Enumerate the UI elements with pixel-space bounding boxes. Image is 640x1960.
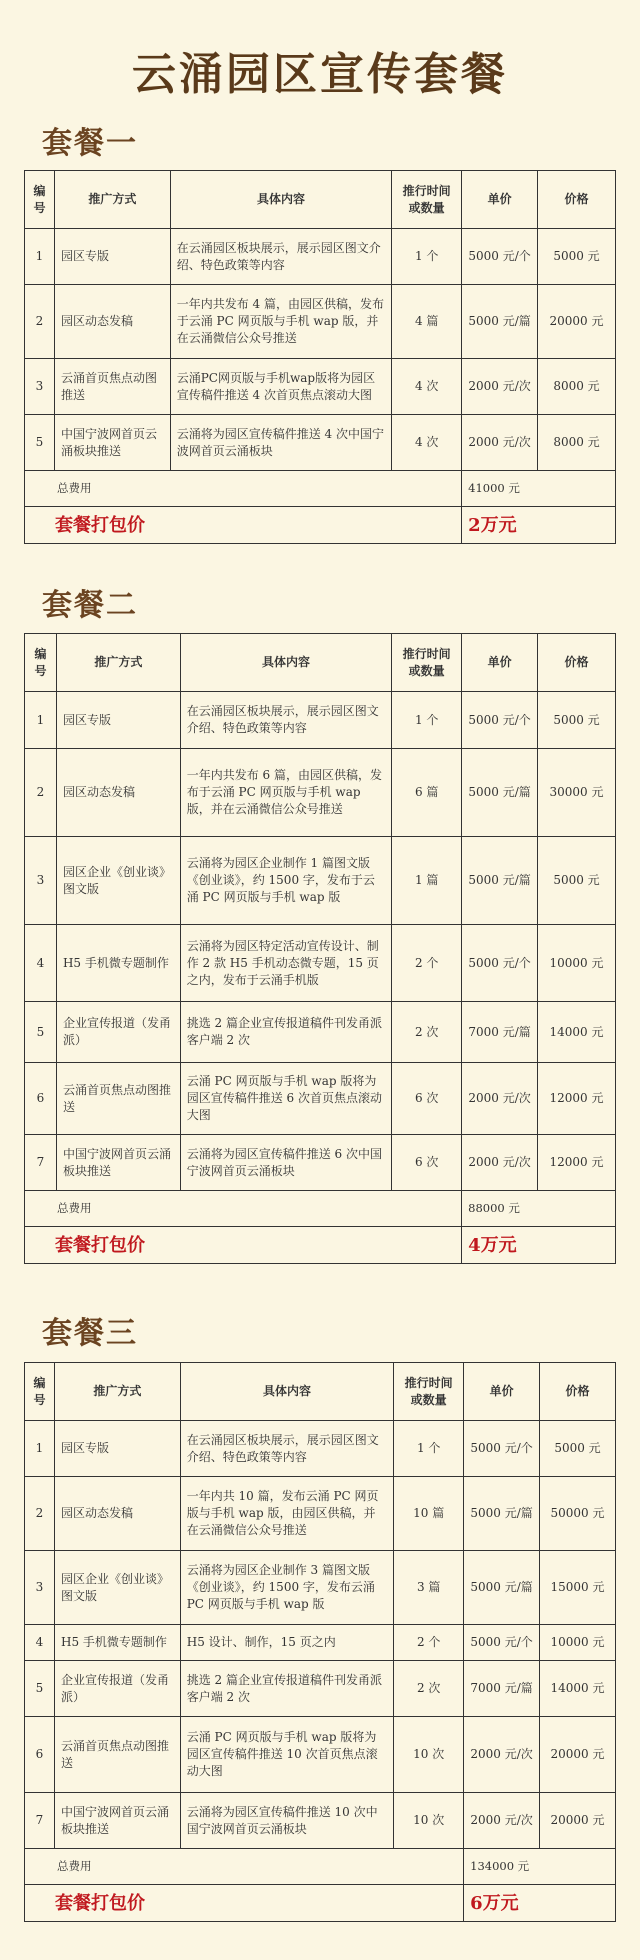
- table-row: [25, 1551, 616, 1625]
- table-row: [25, 285, 616, 359]
- header-freq: 推行时间或数量: [392, 634, 462, 692]
- cell-method: 企业宣传报道（发甬派）: [56, 1002, 180, 1063]
- cell-no: 2: [25, 1477, 55, 1551]
- bundle-price: 6万元: [464, 1885, 616, 1922]
- table-row: [25, 229, 616, 285]
- bundle-price: 2万元: [462, 507, 616, 544]
- cell-price: 20000 元: [538, 285, 616, 359]
- cell-method: 中国宁波网首页云涌板块推送: [54, 415, 170, 471]
- cell-unit: 5000 元/个: [462, 692, 538, 749]
- cell-price: 12000 元: [538, 1135, 616, 1191]
- table-row: [25, 1793, 616, 1849]
- cell-freq: 10 次: [394, 1717, 464, 1793]
- cell-unit: 2000 元/次: [462, 1063, 538, 1135]
- package-title: 套餐二: [42, 588, 138, 623]
- package-title: 套餐一: [42, 126, 138, 161]
- total-label: 总费用: [25, 1849, 464, 1885]
- cell-unit: 5000 元/篇: [464, 1477, 540, 1551]
- total-value: 41000 元: [462, 471, 616, 507]
- cell-freq: 10 篇: [394, 1477, 464, 1551]
- cell-price: 5000 元: [540, 1421, 616, 1477]
- bundle-label: 套餐打包价: [25, 507, 462, 544]
- cell-unit: 5000 元/篇: [462, 285, 538, 359]
- cell-method: 园区动态发稿: [56, 749, 180, 837]
- bundle-price-row: [25, 507, 616, 544]
- cell-no: 5: [25, 1661, 55, 1717]
- cell-price: 5000 元: [538, 837, 616, 925]
- cell-freq: 2 次: [394, 1661, 464, 1717]
- cell-price: 8000 元: [538, 359, 616, 415]
- total-row: [25, 1191, 616, 1227]
- header-unit: 单价: [462, 171, 538, 229]
- cell-freq: 6 篇: [392, 749, 462, 837]
- header-no: 编号: [25, 634, 57, 692]
- cell-price: 20000 元: [540, 1793, 616, 1849]
- header-price: 价格: [538, 171, 616, 229]
- header-content: 具体内容: [180, 634, 392, 692]
- header-unit: 单价: [464, 1363, 540, 1421]
- cell-method: H5 手机微专题制作: [54, 1625, 180, 1661]
- header-method: 推广方式: [56, 634, 180, 692]
- cell-method: H5 手机微专题制作: [56, 925, 180, 1002]
- total-value: 88000 元: [462, 1191, 616, 1227]
- cell-no: 6: [25, 1717, 55, 1793]
- cell-price: 15000 元: [540, 1551, 616, 1625]
- cell-freq: 4 次: [392, 359, 462, 415]
- header-no: 编号: [25, 171, 55, 229]
- cell-method: 中国宁波网首页云涌板块推送: [54, 1793, 180, 1849]
- cell-content: 云涌将为园区宣传稿件推送 6 次中国宁波网首页云涌板块: [180, 1135, 392, 1191]
- cell-unit: 5000 元/个: [462, 229, 538, 285]
- package-table: [24, 633, 616, 1264]
- package-table: [24, 170, 616, 544]
- cell-no: 1: [25, 1421, 55, 1477]
- table-row: [25, 415, 616, 471]
- cell-freq: 1 篇: [392, 837, 462, 925]
- cell-no: 5: [25, 1002, 57, 1063]
- cell-freq: 1 个: [394, 1421, 464, 1477]
- cell-method: 云涌首页焦点动图推送: [54, 359, 170, 415]
- bundle-price: 4万元: [462, 1227, 616, 1264]
- header-freq: 推行时间或数量: [394, 1363, 464, 1421]
- cell-price: 30000 元: [538, 749, 616, 837]
- table-row: [25, 692, 616, 749]
- total-label: 总费用: [25, 471, 462, 507]
- table-row: [25, 1421, 616, 1477]
- cell-unit: 5000 元/篇: [464, 1551, 540, 1625]
- cell-content: H5 设计、制作，15 页之内: [180, 1625, 394, 1661]
- bundle-label: 套餐打包价: [25, 1227, 462, 1264]
- table-row: [25, 749, 616, 837]
- table-row: [25, 925, 616, 1002]
- cell-unit: 2000 元/次: [464, 1793, 540, 1849]
- total-row: [25, 1849, 616, 1885]
- header-content: 具体内容: [170, 171, 392, 229]
- table-row: [25, 1661, 616, 1717]
- cell-method: 云涌首页焦点动图推送: [56, 1063, 180, 1135]
- package-table: [24, 1362, 616, 1922]
- cell-content: 一年内共发布 4 篇，由园区供稿，发布于云涌 PC 网页版与手机 wap 版，并在云涌微信公众号推送: [170, 285, 392, 359]
- cell-no: 4: [25, 1625, 55, 1661]
- cell-price: 20000 元: [540, 1717, 616, 1793]
- bundle-price-row: [25, 1885, 616, 1922]
- header-method: 推广方式: [54, 171, 170, 229]
- cell-no: 6: [25, 1063, 57, 1135]
- total-row: [25, 471, 616, 507]
- cell-unit: 2000 元/次: [462, 359, 538, 415]
- cell-no: 5: [25, 415, 55, 471]
- cell-unit: 5000 元/个: [464, 1625, 540, 1661]
- cell-price: 10000 元: [540, 1625, 616, 1661]
- cell-method: 园区企业《创业谈》图文版: [56, 837, 180, 925]
- cell-content: 在云涌园区板块展示，展示园区图文介绍、特色政策等内容: [180, 1421, 394, 1477]
- cell-method: 园区专版: [54, 1421, 180, 1477]
- bundle-price-row: [25, 1227, 616, 1264]
- table-row: [25, 1477, 616, 1551]
- header-price: 价格: [538, 634, 616, 692]
- cell-price: 8000 元: [538, 415, 616, 471]
- header-unit: 单价: [462, 634, 538, 692]
- cell-price: 14000 元: [538, 1002, 616, 1063]
- header-price: 价格: [540, 1363, 616, 1421]
- cell-method: 园区专版: [54, 229, 170, 285]
- cell-freq: 6 次: [392, 1063, 462, 1135]
- cell-no: 1: [25, 692, 57, 749]
- cell-content: 一年内共发布 6 篇，由园区供稿，发布于云涌 PC 网页版与手机 wap 版，并在云涌微信公众号推送: [180, 749, 392, 837]
- cell-method: 园区企业《创业谈》图文版: [54, 1551, 180, 1625]
- cell-price: 5000 元: [538, 229, 616, 285]
- cell-freq: 4 次: [392, 415, 462, 471]
- cell-unit: 7000 元/篇: [462, 1002, 538, 1063]
- header-freq: 推行时间或数量: [392, 171, 462, 229]
- total-value: 134000 元: [464, 1849, 616, 1885]
- cell-method: 园区专版: [56, 692, 180, 749]
- cell-freq: 2 个: [392, 925, 462, 1002]
- cell-price: 5000 元: [538, 692, 616, 749]
- table-row: [25, 1135, 616, 1191]
- cell-no: 4: [25, 925, 57, 1002]
- cell-content: 云涌将为园区宣传稿件推送 10 次中国宁波网首页云涌板块: [180, 1793, 394, 1849]
- cell-content: 云涌将为园区企业制作 3 篇图文版《创业谈》，约 1500 字，发布云涌 PC 网页版与手机 wap 版: [180, 1551, 394, 1625]
- bundle-label: 套餐打包价: [25, 1885, 464, 1922]
- cell-freq: 4 篇: [392, 285, 462, 359]
- table-row: [25, 1002, 616, 1063]
- cell-method: 园区动态发稿: [54, 285, 170, 359]
- cell-no: 1: [25, 229, 55, 285]
- cell-unit: 5000 元/个: [464, 1421, 540, 1477]
- cell-content: 云涌将为园区企业制作 1 篇图文版《创业谈》，约 1500 字，发布于云涌 PC 网页版与手机 wap 版: [180, 837, 392, 925]
- cell-unit: 2000 元/次: [462, 1135, 538, 1191]
- cell-unit: 5000 元/篇: [462, 837, 538, 925]
- cell-content: 云涌 PC 网页版与手机 wap 版将为园区宣传稿件推送 6 次首页焦点滚动大图: [180, 1063, 392, 1135]
- cell-price: 50000 元: [540, 1477, 616, 1551]
- cell-unit: 5000 元/篇: [462, 749, 538, 837]
- cell-price: 12000 元: [538, 1063, 616, 1135]
- cell-content: 一年内共 10 篇，发布云涌 PC 网页版与手机 wap 版，由园区供稿，并在云涌微信公众号推送: [180, 1477, 394, 1551]
- header-content: 具体内容: [180, 1363, 394, 1421]
- cell-unit: 2000 元/次: [464, 1717, 540, 1793]
- cell-price: 14000 元: [540, 1661, 616, 1717]
- cell-method: 企业宣传报道（发甬派）: [54, 1661, 180, 1717]
- cell-unit: 2000 元/次: [462, 415, 538, 471]
- table-row: [25, 359, 616, 415]
- cell-freq: 3 篇: [394, 1551, 464, 1625]
- cell-freq: 10 次: [394, 1793, 464, 1849]
- cell-method: 中国宁波网首页云涌板块推送: [56, 1135, 180, 1191]
- cell-content: 云涌将为园区宣传稿件推送 4 次中国宁波网首页云涌板块: [170, 415, 392, 471]
- table-row: [25, 1717, 616, 1793]
- cell-unit: 7000 元/篇: [464, 1661, 540, 1717]
- table-row: [25, 1063, 616, 1135]
- cell-freq: 2 次: [392, 1002, 462, 1063]
- cell-freq: 2 个: [394, 1625, 464, 1661]
- cell-method: 云涌首页焦点动图推送: [54, 1717, 180, 1793]
- cell-content: 在云涌园区板块展示，展示园区图文介绍、特色政策等内容: [180, 692, 392, 749]
- cell-no: 3: [25, 1551, 55, 1625]
- cell-no: 3: [25, 359, 55, 415]
- cell-no: 7: [25, 1793, 55, 1849]
- cell-freq: 6 次: [392, 1135, 462, 1191]
- cell-method: 园区动态发稿: [54, 1477, 180, 1551]
- cell-no: 3: [25, 837, 57, 925]
- table-header-row: [25, 1363, 616, 1421]
- header-method: 推广方式: [54, 1363, 180, 1421]
- cell-content: 挑选 2 篇企业宣传报道稿件刊发甬派客户端 2 次: [180, 1002, 392, 1063]
- cell-freq: 1 个: [392, 229, 462, 285]
- cell-unit: 5000 元/个: [462, 925, 538, 1002]
- table-header-row: [25, 634, 616, 692]
- cell-content: 在云涌园区板块展示，展示园区图文介绍、特色政策等内容: [170, 229, 392, 285]
- package-title: 套餐三: [42, 1316, 138, 1351]
- cell-no: 7: [25, 1135, 57, 1191]
- header-no: 编号: [25, 1363, 55, 1421]
- table-row: [25, 1625, 616, 1661]
- cell-content: 挑选 2 篇企业宣传报道稿件刊发甬派客户端 2 次: [180, 1661, 394, 1717]
- cell-content: 云涌将为园区特定活动宣传设计、制作 2 款 H5 手机动态微专题，15 页之内，发布于云涌手机版: [180, 925, 392, 1002]
- cell-content: 云涌 PC 网页版与手机 wap 版将为园区宣传稿件推送 10 次首页焦点滚动大图: [180, 1717, 394, 1793]
- cell-price: 10000 元: [538, 925, 616, 1002]
- cell-no: 2: [25, 749, 57, 837]
- page-title: 云涌园区宣传套餐: [132, 49, 508, 100]
- table-header-row: [25, 171, 616, 229]
- cell-content: 云涌PC网页版与手机wap版将为园区宣传稿件推送 4 次首页焦点滚动大图: [170, 359, 392, 415]
- cell-no: 2: [25, 285, 55, 359]
- cell-freq: 1 个: [392, 692, 462, 749]
- total-label: 总费用: [25, 1191, 462, 1227]
- table-row: [25, 837, 616, 925]
